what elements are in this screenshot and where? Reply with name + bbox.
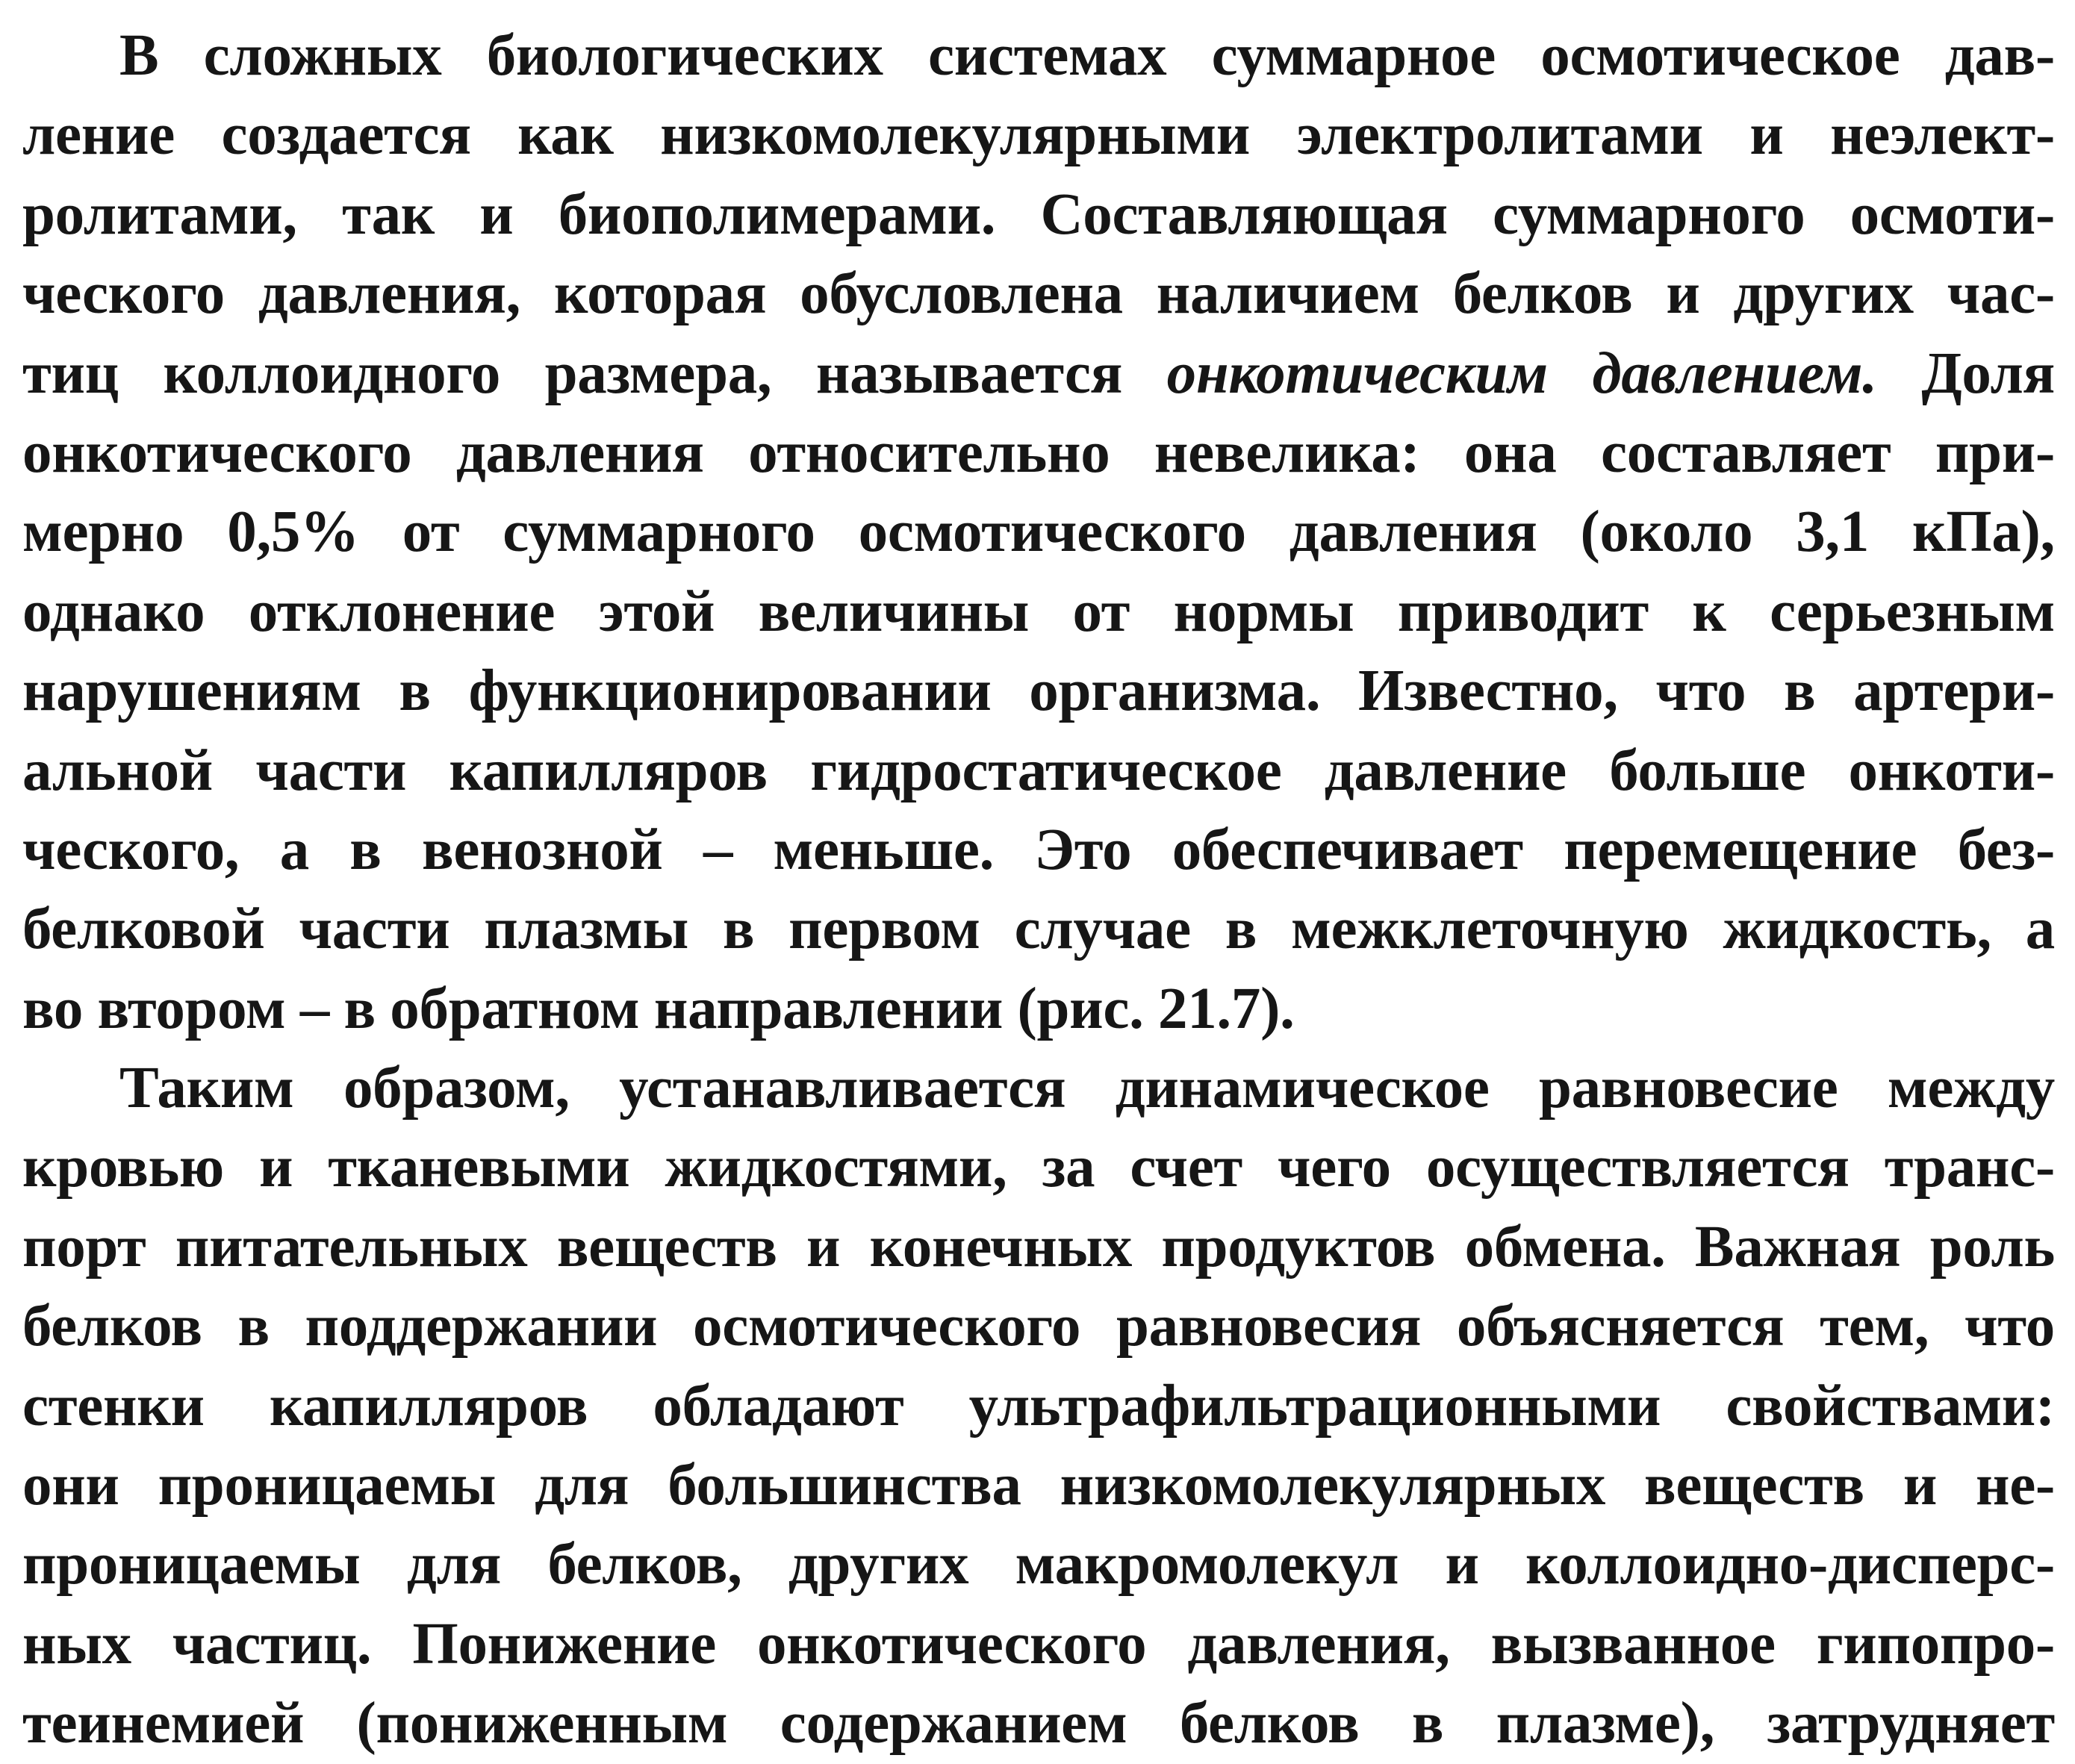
text-line: проницаемы для белков, других макромолекул и коллоидно-дисперс- [22,1532,2055,1598]
paragraph-2 [22,1049,2055,1764]
paragraph-1 [22,16,2055,1049]
text-line: ческого давления, которая обусловлена наличием белков и других час- [22,261,2055,327]
text-line: во втором – в обратном направлении (рис. 21.7). [22,976,1295,1041]
text-line: кровью и тканевыми жидкостями, за счет чего осуществляется транс- [22,1135,2055,1200]
text-line: мерно 0,5% от суммарного осмотического давления (около 3,1 кПа), [22,499,2055,565]
text-line [22,334,2055,414]
document-page [22,16,2055,1764]
text-line: онкотического давления относительно невелика: она составляет при- [22,420,2055,485]
text-line: ческого, а в венозной – меньше. Это обеспечивает перемещение без- [22,817,2055,882]
text-line: стенки капилляров обладают ультрафильтрационными свойствами: [22,1373,2055,1439]
text-line: альной части капилляров гидростатическое давление больше онкоти- [22,738,2055,803]
text-line: однако отклонение этой величины от нормы приводит к серьезным [22,579,2055,644]
text-line: порт питательных веществ и конечных продуктов обмена. Важная роль [22,1214,2055,1280]
text-line: В сложных биологических системах суммарное осмотическое дав- [119,23,2055,88]
text-line: они проницаемы для большинства низкомолекулярных веществ и не- [22,1453,2055,1518]
text-line: теинемией (пониженным содержанием белков в плазме), затрудняет [22,1691,2055,1757]
text-segment: тиц коллоидного размера, называется [22,340,1123,406]
emphasized-term: онкотическим давлением. [1166,340,1877,406]
text-line: белковой части плазмы в первом случае в межклеточную жидкость, а [22,897,2055,962]
text-segment: Доля [1921,340,2055,406]
text-line: белков в поддержании осмотического равновесия объясняется тем, что [22,1294,2055,1359]
text-line: Таким образом, устанавливается динамическое равновесие между [119,1056,2055,1121]
text-line: ролитами, так и биополимерами. Составляющая суммарного осмоти- [22,181,2055,247]
text-line: ление создается как низкомолекулярными электролитами и неэлект- [22,102,2055,168]
text-line: ных частиц. Понижение онкотического давления, вызванное гипопро- [22,1611,2055,1677]
text-line: нарушениям в функционировании организма. Известно, что в артери- [22,658,2055,724]
